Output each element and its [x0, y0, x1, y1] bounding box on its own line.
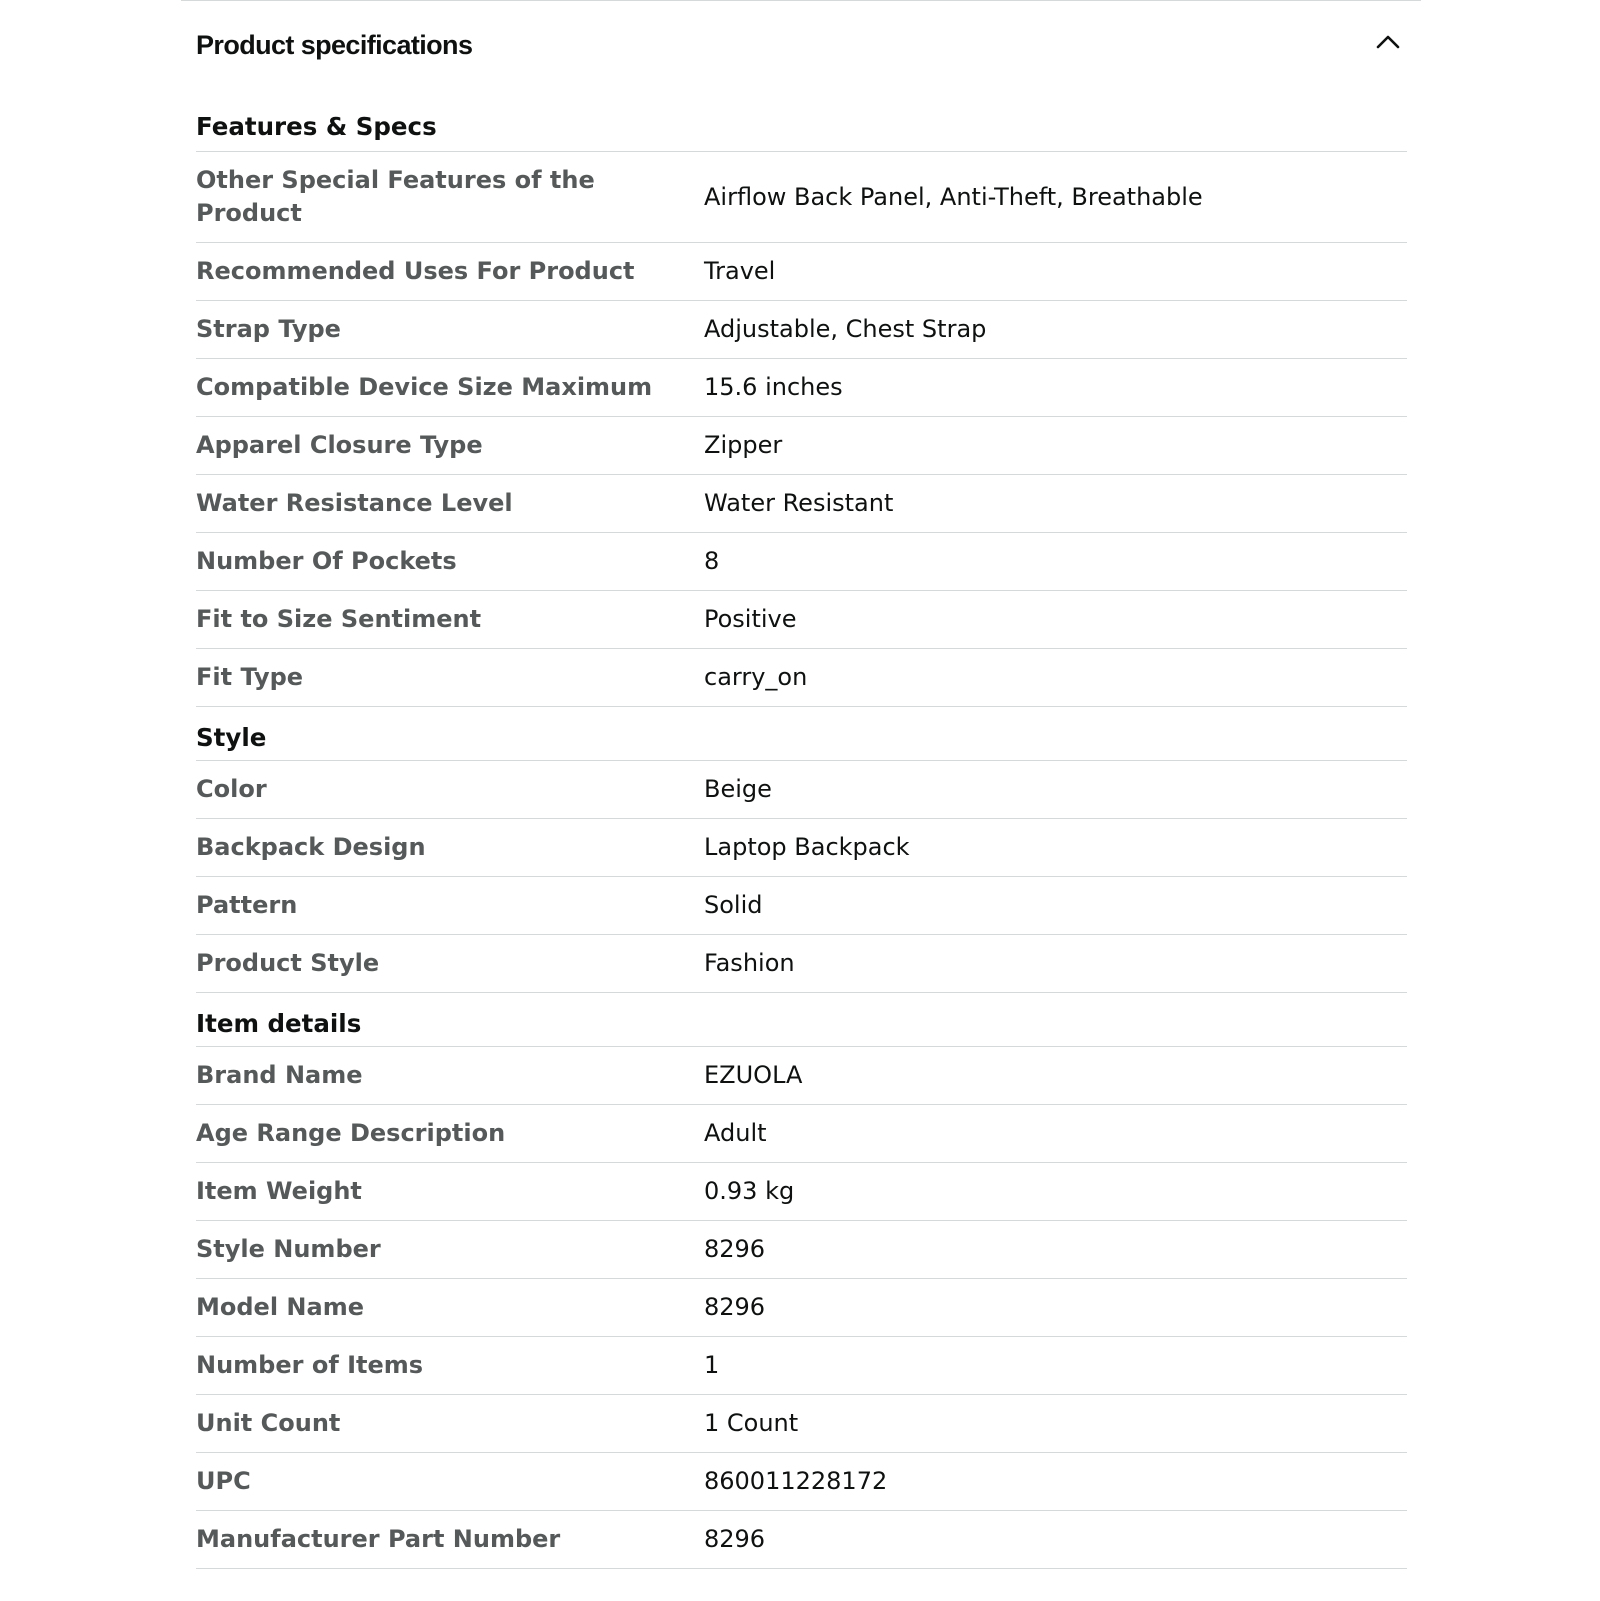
spec-label: Strap Type: [196, 315, 341, 343]
spec-value: EZUOLA: [704, 1061, 803, 1089]
spec-value: 1 Count: [704, 1409, 799, 1437]
spec-value: Solid: [704, 891, 763, 919]
spec-value: 8296: [704, 1293, 766, 1321]
collapse-toggle-button[interactable]: [1370, 27, 1406, 57]
spec-row: [196, 1279, 1407, 1337]
spec-label: Age Range Description: [196, 1119, 506, 1147]
spec-value: Laptop Backpack: [704, 833, 910, 861]
spec-label: Style Number: [196, 1235, 381, 1263]
spec-label: Water Resistance Level: [196, 489, 513, 517]
spec-label: Manufacturer Part Number: [196, 1525, 561, 1553]
spec-row: [196, 1337, 1407, 1395]
spec-row: [196, 243, 1407, 301]
spec-label: Number Of Pockets: [196, 547, 457, 575]
section-title: Features & Specs: [196, 107, 1407, 152]
spec-label: Number of Items: [196, 1351, 424, 1379]
spec-row: [196, 1511, 1407, 1569]
spec-sections: [196, 107, 1407, 1569]
spec-label: Color: [196, 775, 267, 803]
spec-row: [196, 591, 1407, 649]
spec-label: Item Weight: [196, 1177, 362, 1205]
spec-label: Fit Type: [196, 663, 304, 691]
panel-title: Product specifications: [196, 30, 473, 60]
spec-value: Zipper: [704, 431, 783, 459]
spec-row: [196, 1221, 1407, 1279]
spec-value: carry_on: [704, 663, 808, 691]
spec-label: Model Name: [196, 1293, 364, 1321]
spec-label: Backpack Design: [196, 833, 426, 861]
spec-value: Fashion: [704, 949, 795, 977]
spec-label: Recommended Uses For Product: [196, 257, 635, 285]
section-title: Item details: [196, 1001, 1407, 1047]
spec-value: 8296: [704, 1525, 766, 1553]
spec-row: [196, 301, 1407, 359]
spec-value: 8: [704, 547, 720, 575]
spec-row: [196, 1105, 1407, 1163]
spec-row: [196, 1395, 1407, 1453]
spec-value: Travel: [704, 257, 776, 285]
spec-label: Unit Count: [196, 1409, 341, 1437]
product-specifications-panel: [181, 0, 1421, 1601]
spec-label: Compatible Device Size Maximum: [196, 373, 653, 401]
spec-row: [196, 417, 1407, 475]
spec-value: Airflow Back Panel, Anti-Theft, Breathable: [704, 182, 1203, 211]
spec-row: [196, 649, 1407, 707]
spec-value: Adjustable, Chest Strap: [704, 315, 987, 343]
spec-value: 1: [704, 1351, 720, 1379]
spec-value: 8296: [704, 1235, 766, 1263]
spec-row: [196, 1047, 1407, 1105]
spec-row: [196, 359, 1407, 417]
spec-label: Pattern: [196, 891, 298, 919]
spec-row: [196, 152, 1407, 243]
spec-value: Positive: [704, 605, 797, 633]
section-title: Style: [196, 715, 1407, 761]
spec-value: Beige: [704, 775, 772, 803]
specifications-header[interactable]: [196, 27, 1406, 63]
spec-row: [196, 1163, 1407, 1221]
spec-row: [196, 533, 1407, 591]
spec-value: 860011228172: [704, 1467, 888, 1495]
spec-value: 0.93 kg: [704, 1177, 795, 1205]
chevron-up-icon: [1375, 33, 1401, 51]
spec-label: Apparel Closure Type: [196, 431, 483, 459]
spec-row: [196, 761, 1407, 819]
spec-value: Adult: [704, 1119, 767, 1147]
spec-row: [196, 1453, 1407, 1511]
spec-label: Brand Name: [196, 1061, 363, 1089]
spec-label: Fit to Size Sentiment: [196, 605, 482, 633]
spec-value: 15.6 inches: [704, 373, 843, 401]
spec-row: [196, 475, 1407, 533]
spec-label: UPC: [196, 1467, 251, 1495]
spec-label: Other Special Features of the Product: [196, 166, 595, 227]
spec-row: [196, 877, 1407, 935]
spec-label: Product Style: [196, 949, 380, 977]
spec-row: [196, 935, 1407, 993]
spec-value: Water Resistant: [704, 489, 894, 517]
spec-row: [196, 819, 1407, 877]
